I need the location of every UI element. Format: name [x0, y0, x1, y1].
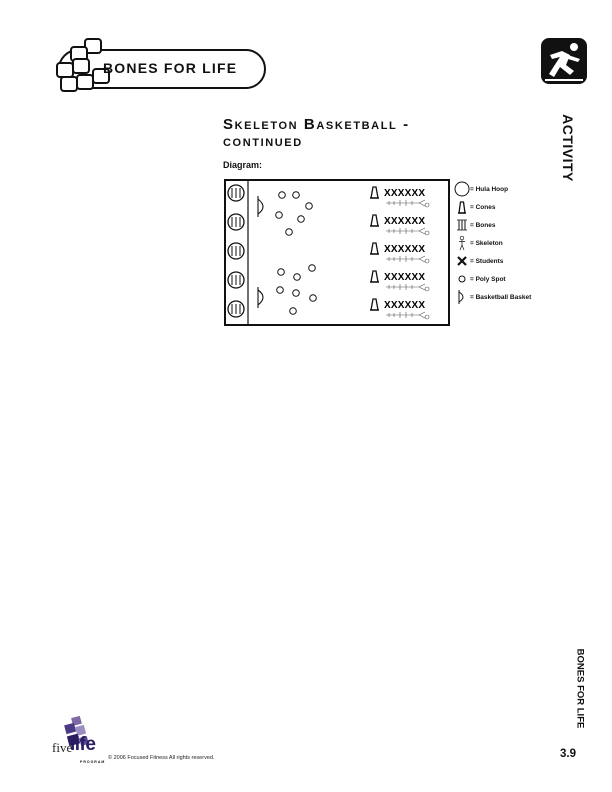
legend-label: = Bones	[470, 221, 496, 229]
legend-item	[454, 271, 506, 287]
legend-label: = Basketball Basket	[470, 293, 532, 301]
students-row: XXXXXX	[384, 300, 426, 311]
brand-five: five	[52, 740, 73, 755]
brand-program: PROGRAM	[80, 760, 106, 764]
activity-label: ACTIVITY	[560, 114, 576, 182]
runner-activity-icon	[540, 37, 588, 85]
cone	[371, 299, 378, 310]
legend-label: = Skeleton	[470, 239, 503, 247]
students-row: XXXXXX	[384, 216, 426, 227]
skeleton-icon	[454, 235, 470, 251]
diagram-label: Diagram:	[223, 160, 263, 170]
legend-item	[454, 253, 503, 269]
legend-label: = Hula Hoop	[470, 185, 509, 193]
cone-icon	[454, 199, 470, 215]
students-row: XXXXXX	[384, 188, 426, 199]
title-line-1: Skeleton Basketball -	[223, 116, 410, 133]
hula-hoop-with-bones	[228, 272, 244, 288]
legend-item	[454, 217, 495, 233]
page-title	[223, 116, 463, 150]
student-x-icon	[454, 253, 470, 269]
hula-hoop-with-bones	[228, 243, 244, 259]
students-row: XXXXXX	[384, 272, 426, 283]
cone	[371, 243, 378, 254]
basketball-basket-icon	[454, 289, 470, 305]
legend-item	[454, 289, 531, 305]
copyright: © 2006 Focused Fitness All rights reserved.	[108, 755, 215, 761]
poly-spot-icon	[454, 271, 470, 287]
title-line-2: continued	[223, 133, 303, 150]
legend-item	[454, 235, 503, 251]
cone	[371, 271, 378, 282]
cone	[371, 187, 378, 198]
page-number: 3.9	[560, 748, 576, 760]
legend-label: = Students	[470, 257, 504, 265]
legend-label: = Poly Spot	[470, 275, 506, 283]
bones-icon	[454, 217, 470, 233]
legend-item	[454, 199, 495, 215]
legend-item	[454, 181, 508, 197]
brand-life: life	[70, 734, 96, 755]
header-title: BONES FOR LIFE	[103, 60, 238, 76]
hula-hoop-with-bones	[228, 301, 244, 317]
hula-hoop-icon	[454, 181, 470, 197]
students-row: XXXXXX	[384, 244, 426, 255]
hula-hoop-with-bones	[228, 185, 244, 201]
legend-label: = Cones	[470, 203, 496, 211]
hula-hoop-with-bones	[228, 214, 244, 230]
court-diagram	[224, 179, 450, 326]
cone	[371, 215, 378, 226]
side-footer-label: BONES FOR LIFE	[574, 648, 586, 729]
